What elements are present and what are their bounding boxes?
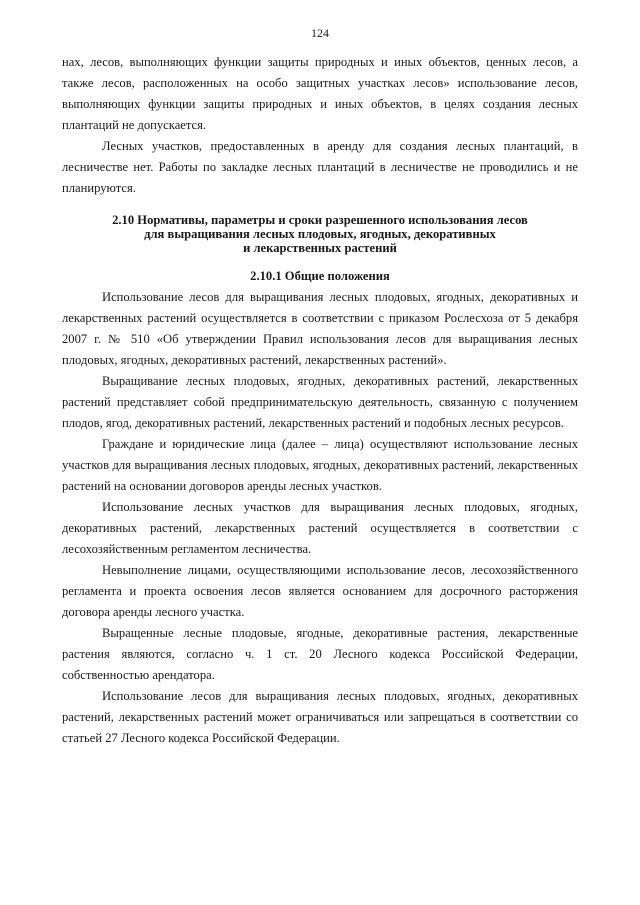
page-number: 124 (311, 26, 329, 40)
subsection-heading: 2.10.1 Общие положения (250, 269, 390, 283)
paragraph: Лесных участков, предоставленных в аренду для создания лесных плантаций, в лесничестве нет. Работы по закладке лесных плантаций в лесничестве не проводились и не планируются. (62, 139, 578, 195)
paragraph: Невыполнение лицами, осуществляющими использование лесов, лесохозяйственного регламента и проекта освоения лесов является основанием для досрочного расторжения договора аренды лесного участка. (62, 563, 578, 619)
paragraph: Использование лесных участков для выращивания лесных плодовых, ягодных, декоративных растений, лекарственных растений осуществляется в соответствии с лесохозяйственным регламентом лесничества. (62, 500, 578, 556)
paragraph: Выращенные лесные плодовые, ягодные, декоративные растения, лекарственные растения являются, согласно ч. 1 ст. 20 Лесного кодекса Российской Федерации, собственностью арендатора. (62, 626, 578, 682)
paragraph-continued: нах, лесов, выполняющих функции защиты природных и иных объектов, ценных лесов, а также лесов, расположенных на особо защитных участках лесов» использование лесов, выполняющих функции защиты природных и иных объектов, в целях создания лесных плантаций не допускается. (62, 55, 578, 132)
page-content (62, 52, 578, 749)
paragraph: Выращивание лесных плодовых, ягодных, декоративных растений, лекарственных растений представляет собой предпринимательскую деятельность, связанную с получением плодов, ягод, декоративных растений, лекарственных растений и подобных лесных ресурсов. (62, 374, 578, 430)
section-heading-line: для выращивания лесных плодовых, ягодных, декоративных (144, 227, 496, 241)
section-heading-line: и лекарственных растений (243, 241, 397, 255)
paragraph: Использование лесов для выращивания лесных плодовых, ягодных, декоративных растений, лекарственных растений может ограничиваться или запрещаться в соответствии со статьей 27 Лесного кодекса Российской Федерации. (62, 689, 578, 745)
section-heading-line: 2.10 Нормативы, параметры и сроки разрешенного использования лесов (112, 213, 528, 227)
section-heading (62, 213, 578, 255)
paragraph: Граждане и юридические лица (далее – лица) осуществляют использование лесных участков для выращивания лесных плодовых, ягодных, декоративных растений, лекарственных растений на основании договоров аренды лесных участков. (62, 437, 578, 493)
paragraph: Использование лесов для выращивания лесных плодовых, ягодных, декоративных и лекарственных растений осуществляется в соответствии с приказом Рослесхоза от 5 декабря 2007 г. № 510 «Об утверждении Правил использования лесов для выращивания лесных плодовых, ягодных, декоративных растений, лекарственных растений». (62, 290, 578, 367)
